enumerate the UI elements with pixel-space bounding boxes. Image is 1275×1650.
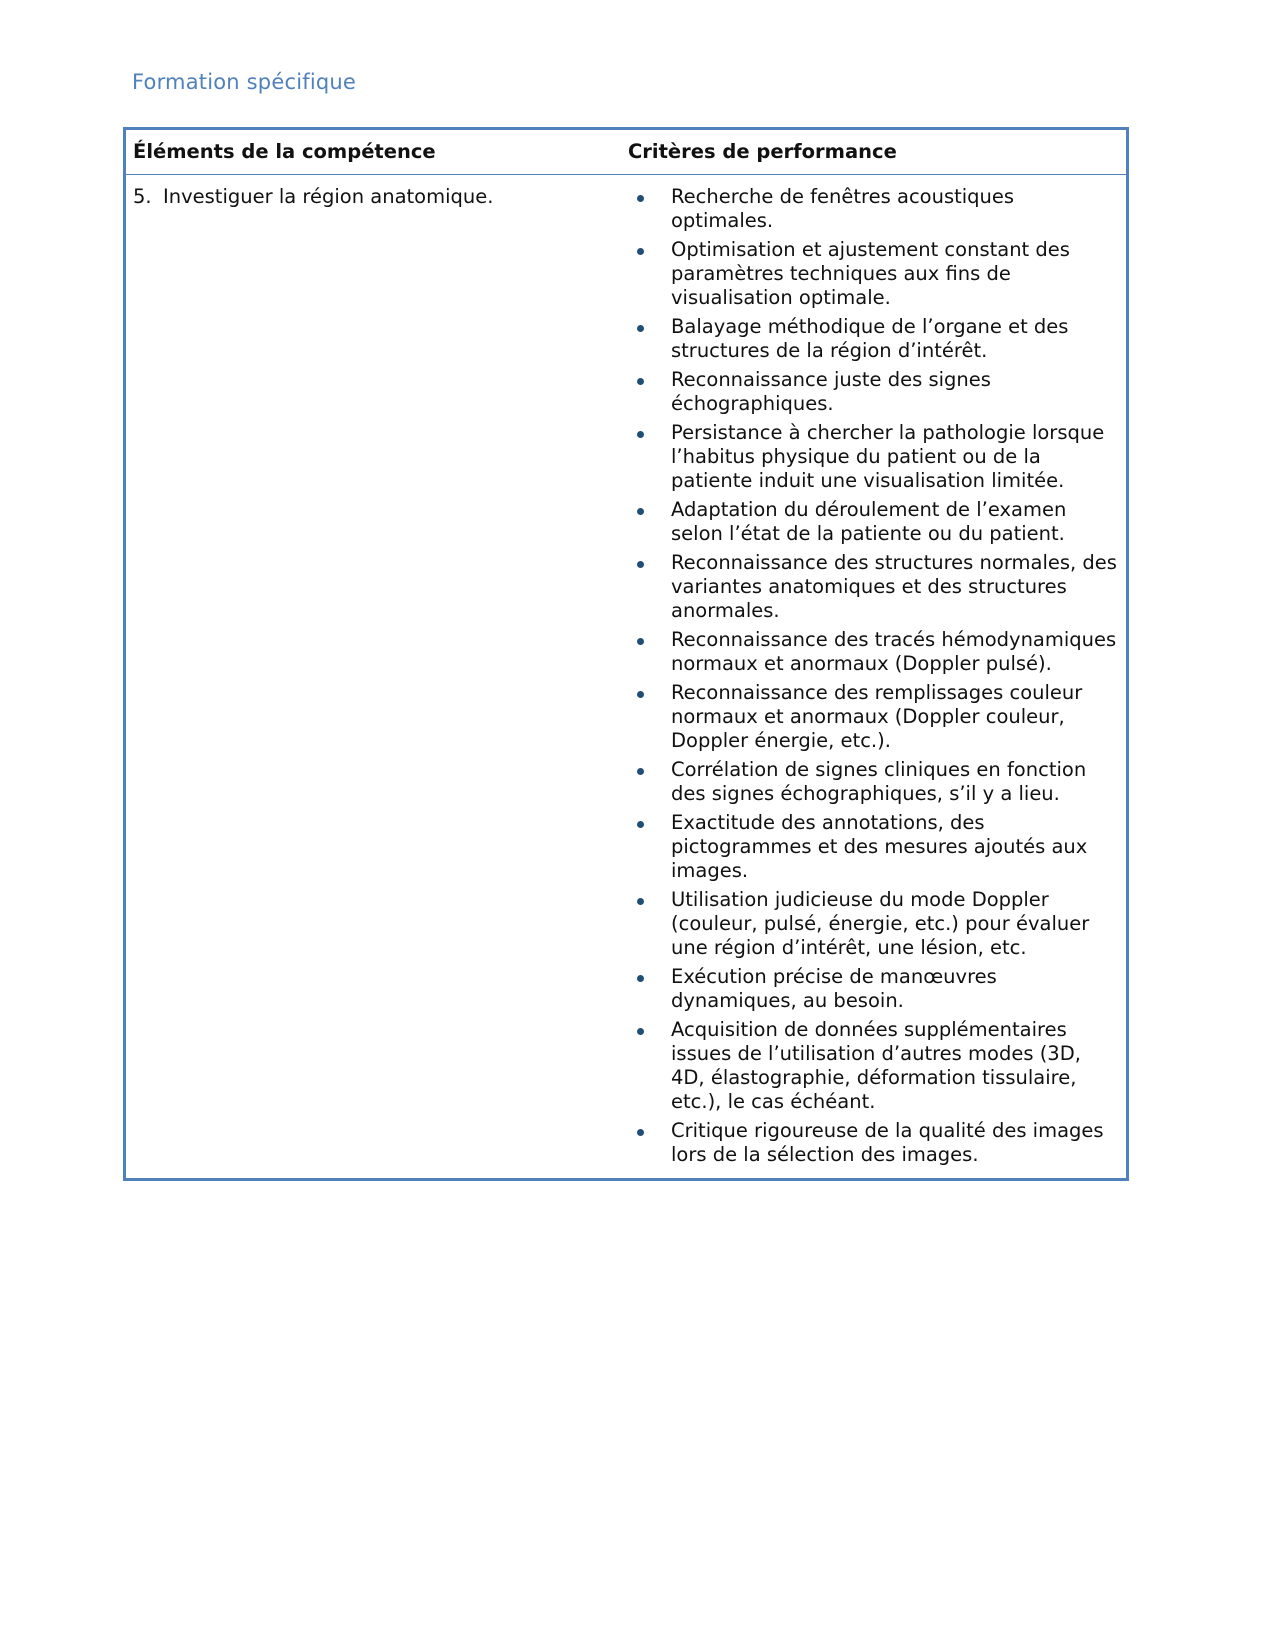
criteria-text: Balayage méthodique de l’organe et des structures de la région d’intérêt. (671, 315, 1069, 362)
bullet-icon (637, 378, 644, 385)
criteria-item (628, 315, 1126, 363)
criteria-item (628, 811, 1126, 883)
section-title: Formation spécifique (132, 70, 357, 94)
bullet-icon (637, 508, 644, 515)
table-header-row (126, 130, 1126, 175)
bullet-icon (637, 325, 644, 332)
bullet-icon (637, 821, 644, 828)
criteria-text: Adaptation du déroulement de l’examen selon l’état de la patiente ou du patient. (671, 498, 1067, 545)
bullet-icon (637, 431, 644, 438)
criteria-text: Corrélation de signes cliniques en fonction des signes échographiques, s’il y a lieu. (671, 758, 1087, 805)
criteria-item (628, 628, 1126, 676)
bullet-icon (637, 898, 644, 905)
criteria-text: Acquisition de données supplémentaires issues de l’utilisation d’autres modes (3D, 4D, élastographie, déformation tissulaire, etc.), le cas échéant. (671, 1018, 1081, 1113)
criteria-item (628, 498, 1126, 546)
header-criteria: Critères de performance (628, 140, 897, 163)
criteria-cell (628, 175, 1126, 1172)
header-elements: Éléments de la compétence (133, 140, 436, 163)
bullet-icon (637, 768, 644, 775)
criteria-item (628, 1018, 1126, 1114)
criteria-text: Reconnaissance des structures normales, des variantes anatomiques et des structures anormales. (671, 551, 1117, 622)
criteria-text: Reconnaissance des remplissages couleur normaux et anormaux (Doppler couleur, Doppler énergie, etc.). (671, 681, 1083, 752)
criteria-item (628, 965, 1126, 1013)
bullet-icon (637, 561, 644, 568)
criteria-item (628, 551, 1126, 623)
bullet-icon (637, 195, 644, 202)
criteria-text: Optimisation et ajustement constant des paramètres techniques aux fins de visualisation optimale. (671, 238, 1070, 309)
bullet-icon (637, 638, 644, 645)
criteria-item (628, 238, 1126, 310)
element-text: Investiguer la région anatomique. (163, 185, 494, 208)
criteria-text: Critique rigoureuse de la qualité des images lors de la sélection des images. (671, 1119, 1104, 1166)
table-row (126, 175, 1126, 1178)
criteria-item (628, 681, 1126, 753)
criteria-item (628, 421, 1126, 493)
criteria-text: Reconnaissance des tracés hémodynamiques normaux et anormaux (Doppler pulsé). (671, 628, 1117, 675)
criteria-text: Exécution précise de manœuvres dynamiques, au besoin. (671, 965, 997, 1012)
criteria-item (628, 368, 1126, 416)
criteria-item (628, 185, 1126, 233)
criteria-text: Recherche de fenêtres acoustiques optimales. (671, 185, 1015, 232)
criteria-item (628, 1119, 1126, 1167)
criteria-text: Persistance à chercher la pathologie lorsque l’habitus physique du patient ou de la patiente induit une visualisation limitée. (671, 421, 1105, 492)
bullet-icon (637, 1129, 644, 1136)
criteria-list (628, 185, 1126, 1167)
criteria-text: Utilisation judicieuse du mode Doppler (couleur, pulsé, énergie, etc.) pour évaluer une région d’intérêt, une lésion, etc. (671, 888, 1090, 959)
bullet-icon (637, 1028, 644, 1035)
criteria-text: Exactitude des annotations, des pictogrammes et des mesures ajoutés aux images. (671, 811, 1088, 882)
criteria-text: Reconnaissance juste des signes échographiques. (671, 368, 991, 415)
element-number: 5. (133, 185, 152, 208)
element-cell (126, 175, 628, 1172)
bullet-icon (637, 248, 644, 255)
competence-table (123, 127, 1129, 1181)
criteria-item (628, 758, 1126, 806)
bullet-icon (637, 691, 644, 698)
criteria-item (628, 888, 1126, 960)
bullet-icon (637, 975, 644, 982)
